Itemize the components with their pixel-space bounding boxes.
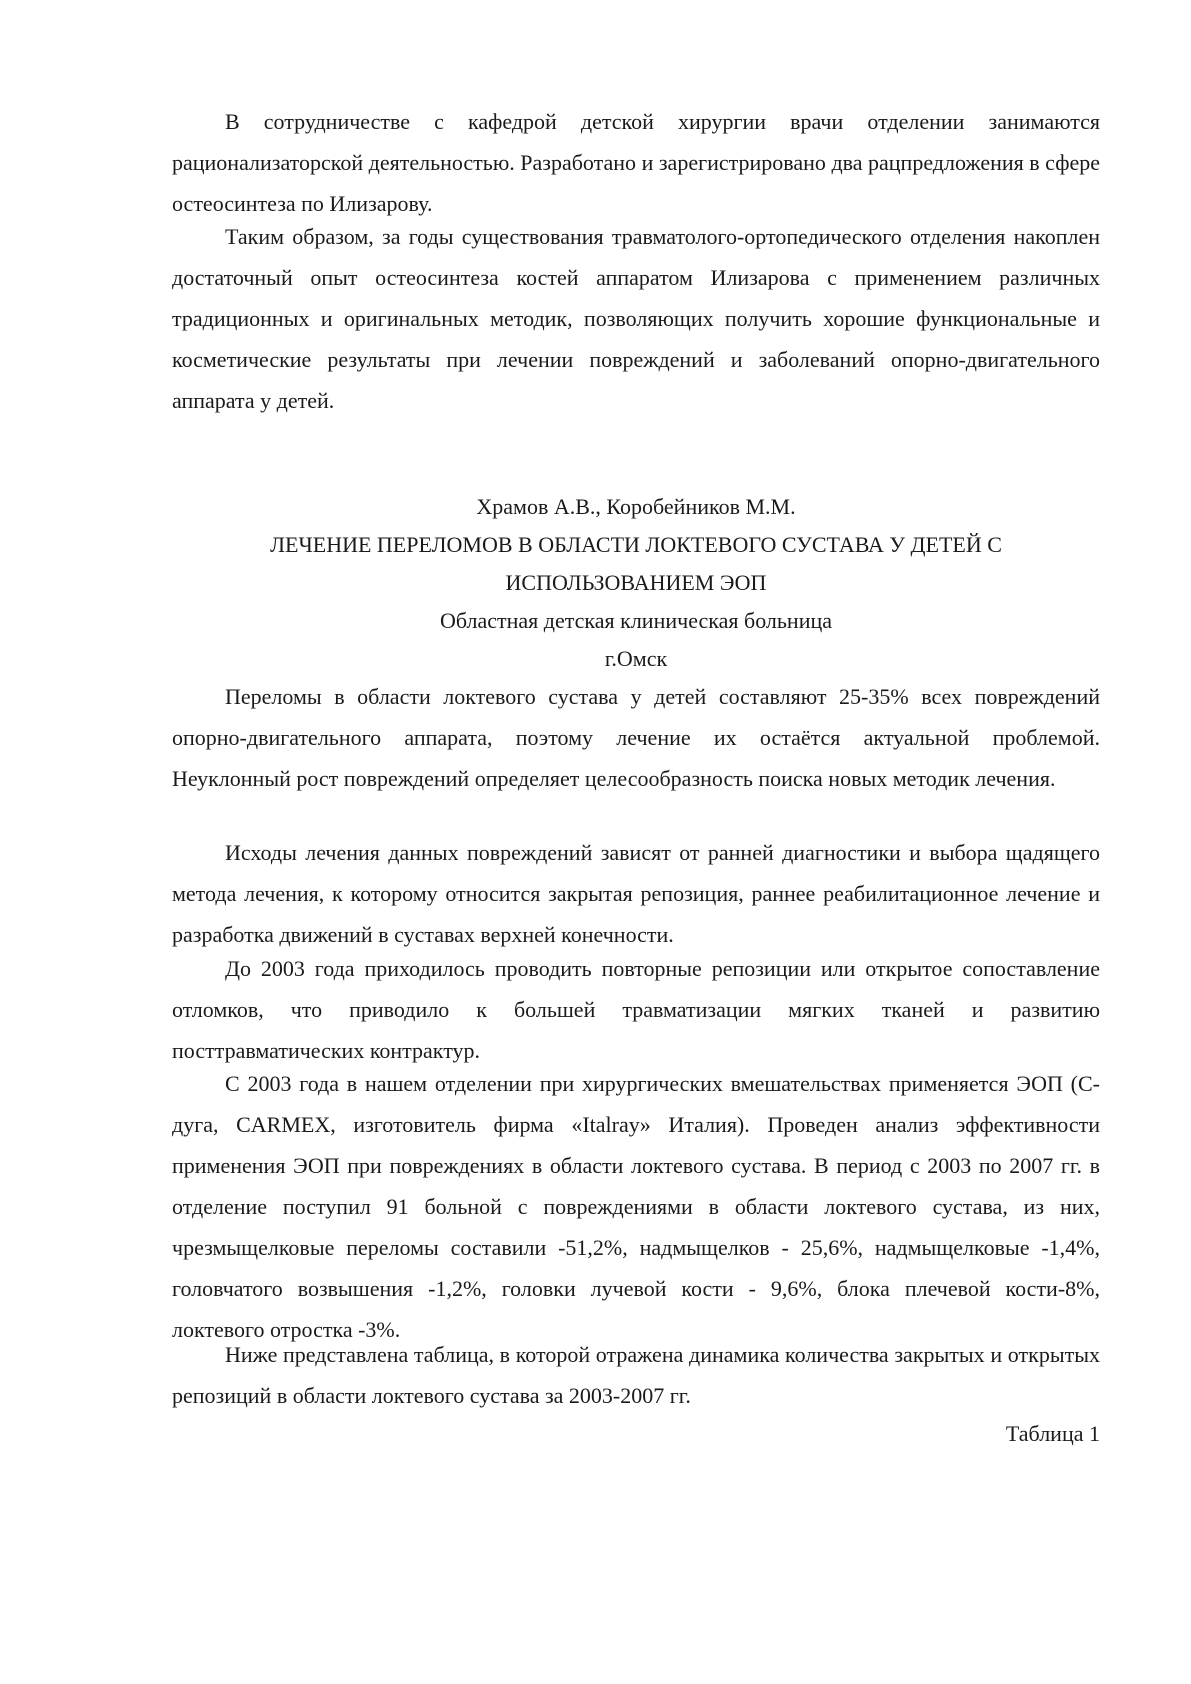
article-title-line1: ЛЕЧЕНИЕ ПЕРЕЛОМОВ В ОБЛАСТИ ЛОКТЕВОГО СУСТАВА У ДЕТЕЙ С (270, 532, 1002, 557)
table-caption: Таблица 1 (1005, 1421, 1100, 1446)
paragraph-conclusion: Таким образом, за годы существования травматолого-ортопедического отделения накоплен достаточный опыт остеосинтеза костей аппаратом Илизарова с применением различных традиционных и оригинальных методик, позволяющих получить хорошие функциональные и косметические результаты при лечении повреждений и заболеваний опорно-двигательного аппарата у детей. (172, 224, 1100, 413)
paragraph-cooperation: В сотрудничестве с кафедрой детской хирургии врачи отделении занимаются рационализаторской деятельностью. Разработано и зарегистрировано два рацпредложения в сфере остеосинтеза по Илизарову. (172, 109, 1100, 216)
paragraph-fractures-intro: Переломы в области локтевого сустава у детей составляют 25-35% всех повреждений опорно-двигательного аппарата, поэтому лечение их остаётся актуальной проблемой. Неуклонный рост повреждений определяет целесообразность поиска новых методик лечения. (172, 684, 1100, 791)
article-city: г.Омск (604, 646, 668, 671)
document-page (172, 0, 1100, 1684)
paragraph-outcomes: Исходы лечения данных повреждений зависят от ранней диагностики и выбора щадящего метода лечения, к которому относится закрытая репозиция, раннее реабилитационное лечение и разработка движений в суставах верхней конечности. (172, 840, 1100, 947)
paragraph-before-2003: До 2003 года приходилось проводить повторные репозиции или открытое сопоставление отломков, что приводило к большей травматизации мягких тканей и развитию посттравматических контрактур. (172, 956, 1100, 1063)
article-authors: Храмов А.В., Коробейников М.М. (476, 494, 796, 519)
paragraph-since-2003: С 2003 года в нашем отделении при хирургических вмешательствах применяется ЭОП (С-дуга, CARMEX, изготовитель фирма «Italray» Италия). Проведен анализ эффективности применения ЭОП при повреждениях в области локтевого сустава. В период с 2003 по 2007 гг. в отделение поступил 91 больной с повреждениями в области локтевого сустава, из них, чрезмыщелковые переломы составили -51,2%, надмыщелков - 25,6%, надмыщелковые -1,4%, головчатого возвышения -1,2%, головки лучевой кости - 9,6%, блока плечевой кости-8%, локтевого отростка -3%. (172, 1071, 1100, 1342)
article-title-line2: ИСПОЛЬЗОВАНИЕМ ЭОП (505, 570, 767, 595)
article-institution: Областная детская клиническая больница (439, 608, 833, 633)
paragraph-table-intro: Ниже представлена таблица, в которой отражена динамика количества закрытых и открытых репозиций в области локтевого сустава за 2003-2007 гг. (172, 1342, 1100, 1408)
